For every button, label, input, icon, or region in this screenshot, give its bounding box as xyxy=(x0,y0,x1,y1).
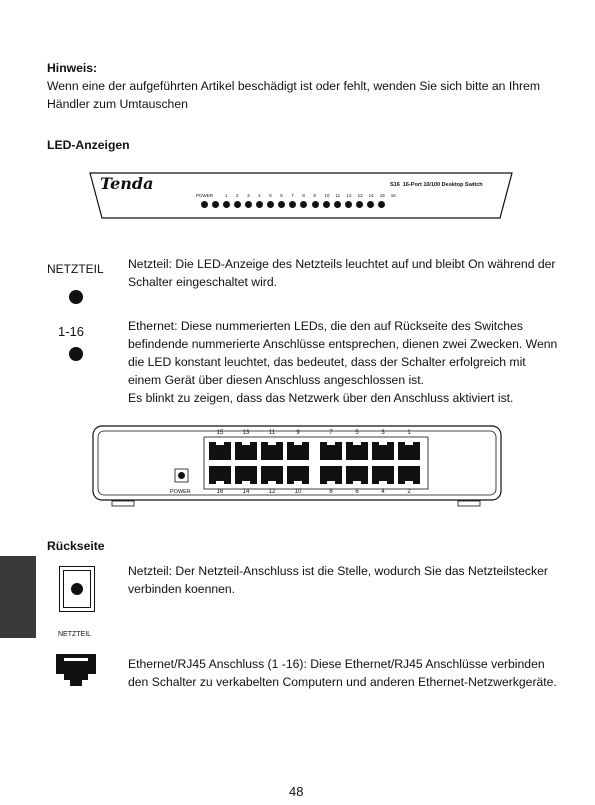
front-led-number: 11 xyxy=(335,193,341,198)
rj45-port-icon xyxy=(320,466,342,484)
front-led-number: 14 xyxy=(368,193,374,198)
power-led-line-2: Schalter eingeschaltet wird. xyxy=(128,275,278,289)
front-led-number: 3 xyxy=(247,193,250,198)
rear-port-number-top: 3 xyxy=(381,430,385,436)
ethernet-led-dot-icon xyxy=(69,347,83,361)
rj45-port-icon xyxy=(287,466,309,484)
ethernet-led-line-4: einem Gerät über diesen Anschluss angeschlossen ist. xyxy=(128,373,425,387)
rj45-port-icon xyxy=(320,442,342,460)
power-led-line-1: Netzteil: Die LED-Anzeige des Netzteils leuchtet auf und bleibt On während der xyxy=(128,257,556,271)
brand-logo: Tenda xyxy=(100,174,154,193)
port-led-icon xyxy=(345,201,352,208)
model-label: S16 16-Port 10/100 Desktop Switch xyxy=(390,182,483,188)
front-led-number: 13 xyxy=(357,193,363,198)
rear-port-number-bottom: 16 xyxy=(216,489,224,495)
rear-port-number-bottom: 14 xyxy=(242,489,250,495)
rj45-port-icon xyxy=(209,466,231,484)
power-port-line-2: verbinden koennen. xyxy=(128,582,236,596)
front-led-number: 4 xyxy=(258,193,261,198)
rj45-port-icon xyxy=(56,654,96,686)
port-led-icon xyxy=(356,201,363,208)
rear-port-number-bottom: 4 xyxy=(381,489,385,495)
rear-port-number-bottom: 12 xyxy=(268,489,276,495)
rj45-line-2: den Schalter zu verkabelten Computern und anderen Ethernet-Netzwerkgeräte. xyxy=(128,675,557,689)
rj45-line-1: Ethernet/RJ45 Anschluss (1 -16): Diese Ethernet/RJ45 Anschlüsse verbinden xyxy=(128,657,545,671)
power-led-dot-icon xyxy=(69,290,83,304)
rj45-port-icon xyxy=(346,442,368,460)
notice-heading: Hinweis: xyxy=(47,61,98,75)
ethernet-led-label: 1-16 xyxy=(58,324,85,339)
power-port-line-1: Netzteil: Der Netzteil-Anschluss ist die Stelle, wodurch Sie das Netzteilstecker xyxy=(128,564,548,578)
rear-power-label: POWER xyxy=(170,489,191,495)
page-number: 48 xyxy=(289,784,304,799)
chapter-tab xyxy=(0,556,36,638)
rear-port-number-top: 11 xyxy=(268,430,276,436)
front-led-number: 1 xyxy=(225,193,228,198)
rear-port-number-bottom: 10 xyxy=(294,489,302,495)
front-led-number: 16 xyxy=(390,193,396,198)
front-led-number: 10 xyxy=(324,193,330,198)
rear-port-number-bottom: 2 xyxy=(407,489,411,495)
ethernet-led-line-1: Ethernet: Diese nummerierten LEDs, die den auf Rückseite des Switches xyxy=(128,319,523,333)
rear-port-number-top: 9 xyxy=(296,430,300,436)
rear-port-number-top: 13 xyxy=(242,430,250,436)
rear-heading: Rückseite xyxy=(47,539,105,553)
front-led-number: 7 xyxy=(291,193,294,198)
rear-port-number-top: 1 xyxy=(407,430,411,436)
power-port-icon xyxy=(59,566,95,612)
rear-port-number-bottom: 8 xyxy=(329,489,333,495)
rear-port-number-top: 15 xyxy=(216,430,224,436)
front-led-number: 2 xyxy=(236,193,239,198)
notice-line-1: Wenn eine der aufgeführten Artikel beschädigt ist oder fehlt, wenden Sie sich bitte an Ihrem xyxy=(47,79,540,93)
front-led-number: 5 xyxy=(269,193,272,198)
notice-line-2: Händler zum Umtauschen xyxy=(47,97,188,111)
port-led-icon xyxy=(212,201,219,208)
rj45-port-icon xyxy=(261,442,283,460)
port-led-icon xyxy=(378,201,385,208)
front-led-number: 8 xyxy=(302,193,305,198)
rj45-port-icon xyxy=(346,466,368,484)
power-port-label: NETZTEIL xyxy=(58,631,92,638)
rj45-port-icon xyxy=(398,442,420,460)
rj45-port-icon xyxy=(372,442,394,460)
ethernet-led-line-5: Es blinkt zu zeigen, dass das Netzwerk über den Anschluss aktiviert ist. xyxy=(128,391,514,405)
power-led-label: NETZTEIL xyxy=(47,262,104,276)
rear-port-number-top: 5 xyxy=(355,430,359,436)
rj45-port-icon xyxy=(235,442,257,460)
rj45-port-icon xyxy=(261,466,283,484)
rj45-port-icon xyxy=(209,442,231,460)
led-heading: LED-Anzeigen xyxy=(47,138,130,152)
rj45-port-icon xyxy=(372,466,394,484)
ethernet-led-line-2: befindende nummerierte Anschlüsse entsprechen, dienen zwei Zwecken. Wenn xyxy=(128,337,558,351)
switch-front-illustration xyxy=(88,170,514,222)
power-led-icon xyxy=(201,201,208,208)
front-led-number: 15 xyxy=(379,193,385,198)
rj45-port-icon xyxy=(235,466,257,484)
rear-port-number-top: 7 xyxy=(329,430,333,436)
rj45-port-icon xyxy=(287,442,309,460)
switch-rear-illustration xyxy=(92,425,502,507)
ethernet-led-line-3: die LED konstant leuchtet, das bedeutet, dass der Schalter erfolgreich mit xyxy=(128,355,526,369)
front-led-number: 6 xyxy=(280,193,283,198)
port-led-icon xyxy=(312,201,319,208)
rj45-port-icon xyxy=(398,466,420,484)
port-led-icon xyxy=(367,201,374,208)
port-led-icon xyxy=(334,201,341,208)
port-led-icon xyxy=(323,201,330,208)
front-power-label: POWER xyxy=(196,193,214,198)
rear-port-number-bottom: 6 xyxy=(355,489,359,495)
front-led-number: 12 xyxy=(346,193,352,198)
front-led-number: 9 xyxy=(313,193,316,198)
